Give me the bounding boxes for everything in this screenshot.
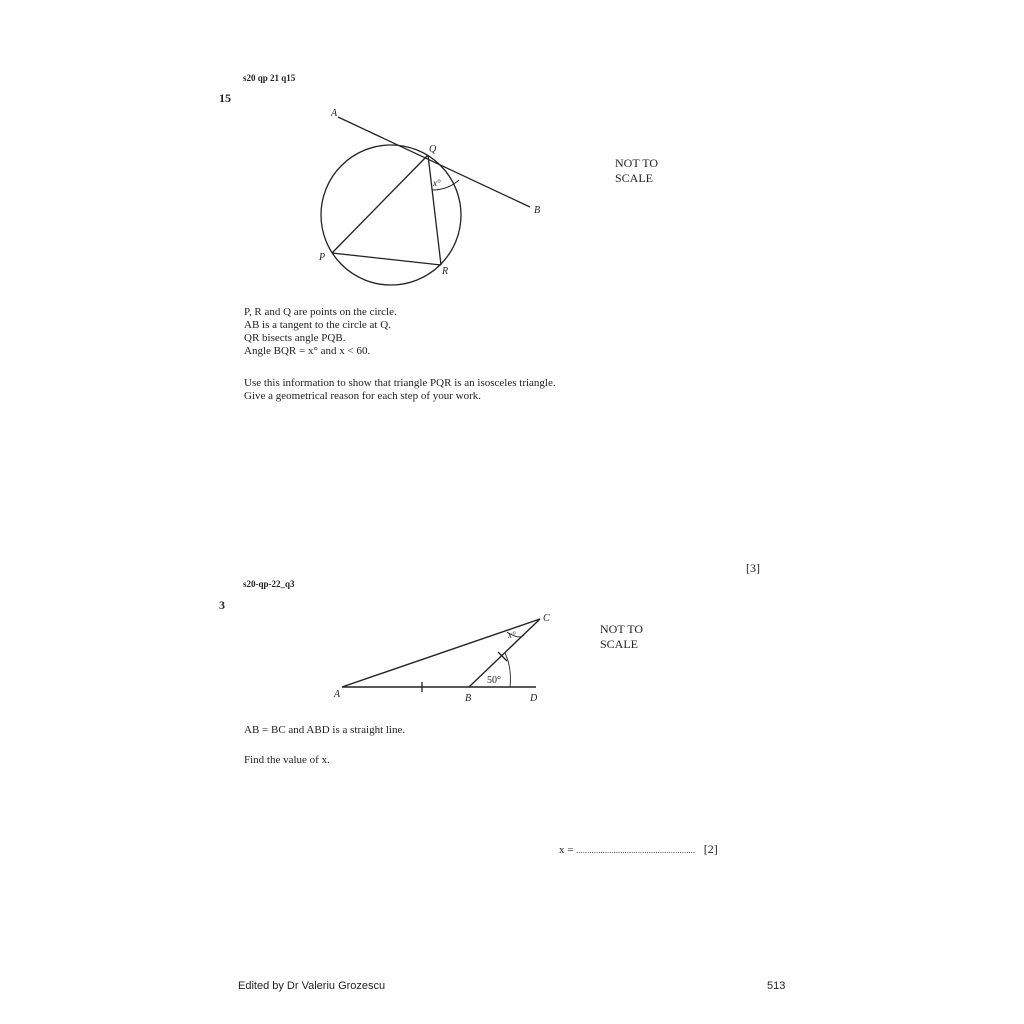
- not-to-scale-line-2: SCALE: [615, 171, 654, 185]
- label-C: C: [543, 613, 550, 624]
- label-A: A: [334, 689, 341, 700]
- angle-arc-50: [505, 653, 510, 687]
- label-x: x°: [508, 630, 516, 640]
- not-to-scale-note: [600, 622, 643, 652]
- question-number: 3: [219, 598, 225, 612]
- answer-prefix: x =: [559, 844, 574, 856]
- label-Q: Q: [429, 144, 437, 155]
- label-B: B: [465, 693, 472, 704]
- answer-line: [559, 843, 718, 857]
- not-to-scale-line-1: NOT TO: [600, 622, 644, 636]
- not-to-scale-line-2: SCALE: [600, 637, 639, 651]
- question-number: 15: [219, 91, 231, 105]
- label-P: P: [319, 252, 326, 263]
- line-BC: [469, 619, 540, 687]
- not-to-scale-line-1: NOT TO: [615, 156, 659, 170]
- page-number: 513: [767, 980, 786, 992]
- question-reference: s20 qp 21 q15: [243, 73, 296, 83]
- label-D: D: [530, 693, 538, 704]
- info-line: QR bisects angle PQB.: [244, 332, 346, 344]
- marks: [2]: [703, 842, 718, 856]
- marks: [3]: [746, 561, 760, 575]
- instruction-line: Use this information to show that triangle PQR is an isosceles triangle.: [244, 377, 556, 389]
- answer-blank[interactable]: ......................................................: [576, 846, 696, 855]
- question-text: Find the value of x.: [244, 754, 330, 766]
- footer-editor: Edited by Dr Valeriu Grozescu: [238, 980, 386, 992]
- label-A: A: [331, 108, 338, 119]
- label-R: R: [442, 266, 449, 277]
- label-B: B: [534, 205, 541, 216]
- question-reference: s20-qp-22_q3: [243, 579, 295, 589]
- info-line: Angle BQR = x° and x < 60.: [244, 345, 371, 357]
- info-line: P, R and Q are points on the circle.: [244, 306, 397, 318]
- instruction-line: Give a geometrical reason for each step of your work.: [244, 390, 482, 402]
- label-x: x°: [433, 178, 441, 188]
- given-information: AB = BC and ABD is a straight line.: [244, 724, 406, 736]
- label-50-degrees: 50°: [487, 675, 501, 686]
- info-line: AB is a tangent to the circle at Q.: [244, 319, 391, 331]
